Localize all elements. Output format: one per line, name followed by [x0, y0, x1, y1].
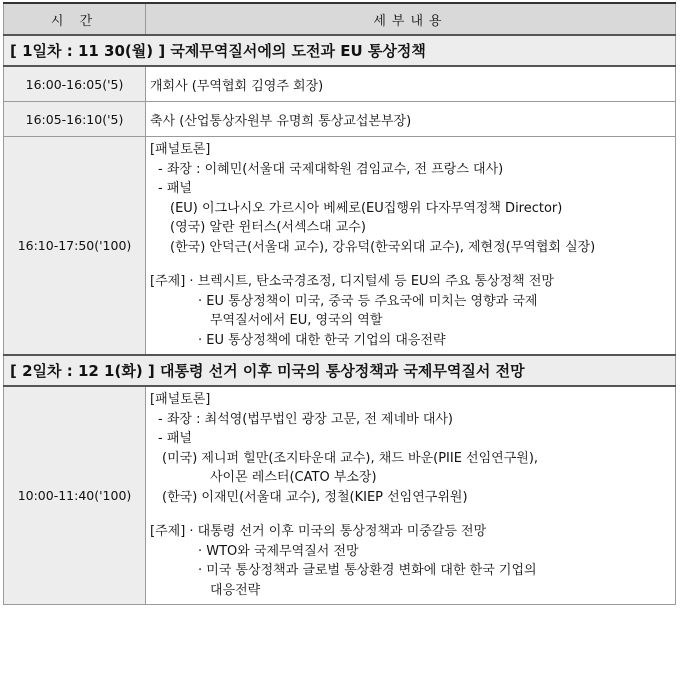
table-row: [4, 102, 676, 137]
session-time: 16:05-16:10('5): [4, 102, 146, 137]
topic-line: · WTO와 국제무역질서 전망: [198, 543, 359, 559]
spacer-line: [150, 257, 675, 272]
panel-label: - 패널: [158, 181, 192, 196]
day1-title-row: [4, 35, 676, 66]
moderator-line: - 좌장 : 최석영(법무법인 광장 고문, 전 제네바 대사): [158, 411, 454, 427]
topic-line: 대응전략: [210, 582, 261, 598]
session-detail: 개회사 (무역협회 김영주 회장): [146, 66, 676, 102]
panelist-line: (영국) 알란 윈터스(서섹스대 교수): [170, 220, 366, 235]
panelist-line: (EU) 이그나시오 가르시아 베쎄로(EU집행위 다자무역정책 Director): [170, 200, 563, 216]
day2-title-row: [4, 355, 676, 386]
table-row: [4, 66, 676, 102]
topic-line: · EU 통상정책에 대한 한국 기업의 대응전략: [198, 332, 446, 348]
topic-line: [주제] · 대통령 선거 이후 미국의 통상정책과 미중갈등 전망: [150, 524, 487, 539]
session-time: 16:00-16:05('5): [4, 66, 146, 102]
topic-line: · EU 통상정책이 미국, 중국 등 주요국에 미치는 영향과 국제: [198, 293, 538, 309]
session-time: 10:00-11:40('100): [4, 386, 146, 605]
topic-line: 무역질서에서 EU, 영국의 역할: [210, 313, 383, 328]
panelist-line: (한국) 이재민(서울대 교수), 정철(KIEP 선임연구위원): [162, 489, 468, 505]
moderator-line: - 좌장 : 이혜민(서울대 국제대학원 겸임교수, 전 프랑스 대사): [158, 161, 504, 177]
table-row: [4, 386, 676, 605]
panel-label: - 패널: [158, 431, 192, 446]
header-detail: 세부내용: [146, 3, 676, 35]
topic-line: [주제] · 브렉시트, 탄소국경조정, 디지털세 등 EU의 주요 통상정책 전망: [150, 274, 554, 289]
spacer-line: [150, 507, 675, 522]
header-time: 시 간: [4, 3, 146, 35]
session-detail: [146, 137, 676, 356]
session-time: 16:10-17:50('100): [4, 137, 146, 356]
panelist-line: (미국) 제니퍼 힐만(조지타운대 교수), 채드 바운(PIIE 선임연구원),: [162, 450, 539, 466]
topic-line: · 미국 통상정책과 글로벌 통상환경 변화에 대한 한국 기업의: [198, 563, 537, 578]
session-detail: [146, 386, 676, 605]
panel-heading: [패널토론]: [150, 392, 211, 407]
table-header-row: [4, 3, 676, 35]
panelist-line: (한국) 안덕근(서울대 교수), 강유덕(한국외대 교수), 제현정(무역협회 실장): [170, 239, 596, 255]
panel-heading: [패널토론]: [150, 142, 211, 157]
table-row: [4, 137, 676, 356]
schedule-table: [3, 2, 676, 605]
day2-title: [ 2일차 : 12 1(화) ] 대통령 선거 이후 미국의 통상정책과 국제무역질서 전망: [4, 355, 676, 386]
day1-title: [ 1일차 : 11 30(월) ] 국제무역질서에의 도전과 EU 통상정책: [4, 35, 676, 66]
session-detail: 축사 (산업통상자원부 유명희 통상교섭본부장): [146, 102, 676, 137]
panelist-line: 사이몬 레스터(CATO 부소장): [210, 470, 377, 485]
